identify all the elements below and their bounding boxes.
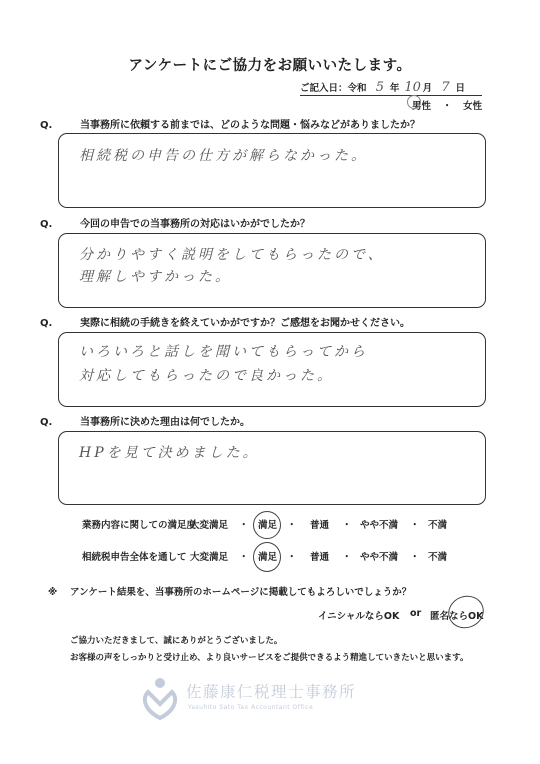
handwritten-answer: 相続税の申告の仕方が解らなかった。 xyxy=(79,148,368,164)
option-normal[interactable]: 普通 xyxy=(310,520,330,531)
option-somewhat-dissatisfied[interactable]: やや不満 xyxy=(360,552,399,563)
office-name-en: Yasuhito Sato Tax Accountant Office xyxy=(188,704,314,711)
separator: ・ xyxy=(410,552,420,563)
question-mark: Q. xyxy=(40,318,53,329)
question-4 xyxy=(40,413,250,428)
answer-box-4[interactable] xyxy=(58,431,486,505)
date-label: ご記入日：令和 xyxy=(300,83,367,94)
satisfaction-row-1-label: 業務内容に関しての満足度 xyxy=(82,520,197,531)
option-normal[interactable]: 普通 xyxy=(310,552,330,563)
question-text: 当事務所に依頼する前までは、どのような問題・悩みなどがありましたか？ xyxy=(80,120,420,131)
option-very-satisfied[interactable]: 大変満足 xyxy=(190,552,229,563)
thanks-line-1: ご協力いただきまして、誠にありがとうございました。 xyxy=(70,636,283,646)
separator: ・ xyxy=(287,552,297,563)
question-3 xyxy=(40,314,410,329)
question-mark: Q. xyxy=(40,120,53,131)
heart-logo-icon xyxy=(140,676,180,720)
date-month: 10 xyxy=(404,80,421,95)
or-text: or xyxy=(410,608,422,619)
date-underline xyxy=(300,95,482,96)
handwritten-answer: いろいろと話しを聞いてもらってから xyxy=(79,344,368,360)
question-text: 今回の申告での当事務所の対応はいかがでしたか？ xyxy=(80,219,310,230)
gender-male[interactable]: 男性 xyxy=(412,101,432,112)
publication-question-text: アンケート結果を、当事務所のホームページに掲載してもよろしいでしょうか？ xyxy=(70,587,412,598)
handwritten-answer: 理解しやすかった。 xyxy=(79,269,232,285)
option-very-satisfied[interactable]: 大変満足 xyxy=(190,520,229,531)
satisfaction-row-2 xyxy=(0,549,540,565)
date-year: 5 xyxy=(375,80,384,95)
answer-box-1[interactable] xyxy=(58,133,486,208)
note-mark: ※ xyxy=(48,587,58,598)
selection-circle xyxy=(444,591,489,633)
question-mark: Q. xyxy=(40,417,53,428)
selection-circle xyxy=(253,542,281,572)
question-2 xyxy=(40,215,310,230)
answer-box-2[interactable] xyxy=(58,233,486,308)
gender-female[interactable]: 女性 xyxy=(463,101,483,112)
gender-separator: ・ xyxy=(442,101,452,112)
question-1 xyxy=(40,116,420,131)
date-day-unit: 日 xyxy=(455,83,465,94)
separator: ・ xyxy=(342,552,352,563)
survey-title: アンケートにご協力をお願いいたします。 xyxy=(128,58,412,74)
option-dissatisfied[interactable]: 不満 xyxy=(428,520,448,531)
handwritten-answer: 対応してもらったので良かった。 xyxy=(79,368,334,384)
answer-box-3[interactable] xyxy=(58,332,486,407)
question-text: 実際に相続の手続きを終えていかがですか？ご感想をお聞かせください。 xyxy=(80,318,410,329)
question-text: 当事務所に決めた理由は何でしたか。 xyxy=(80,417,250,428)
thanks-line-2: お客様の声をしっかりと受け止め、より良いサービスをご提供できるよう精進していきたいと思います。 xyxy=(70,653,469,663)
gender-mark xyxy=(407,95,421,109)
satisfaction-row-2-label: 相続税申告全体を通して xyxy=(82,552,187,563)
separator: ・ xyxy=(410,520,420,531)
date-month-unit: 月 xyxy=(422,83,433,94)
option-somewhat-dissatisfied[interactable]: やや不満 xyxy=(360,520,399,531)
separator: ・ xyxy=(287,520,297,531)
office-logo xyxy=(140,676,400,722)
date-day: 7 xyxy=(441,80,450,95)
satisfaction-row-1 xyxy=(0,517,540,533)
separator: ・ xyxy=(239,520,249,531)
gender-field xyxy=(412,98,482,112)
separator: ・ xyxy=(239,552,249,563)
selection-circle xyxy=(253,511,281,539)
handwritten-answer: 分かりやすく説明をしてもらったので、 xyxy=(79,247,385,263)
question-mark: Q. xyxy=(40,219,53,230)
option-anonymous-ok[interactable]: 匿名ならOK xyxy=(430,611,484,622)
option-satisfied[interactable]: 満足 xyxy=(258,520,278,531)
option-dissatisfied[interactable]: 不満 xyxy=(428,552,448,563)
option-initials-ok[interactable]: イニシャルならOK xyxy=(318,611,400,622)
date-year-unit: 年 xyxy=(389,83,400,94)
separator: ・ xyxy=(342,520,352,531)
date-field xyxy=(300,80,482,95)
publication-question xyxy=(48,584,411,598)
option-satisfied[interactable]: 満足 xyxy=(258,552,278,563)
office-name: 佐藤康仁税理士事務所 xyxy=(186,683,357,701)
handwritten-answer: HPを見て決めました。 xyxy=(79,445,260,461)
